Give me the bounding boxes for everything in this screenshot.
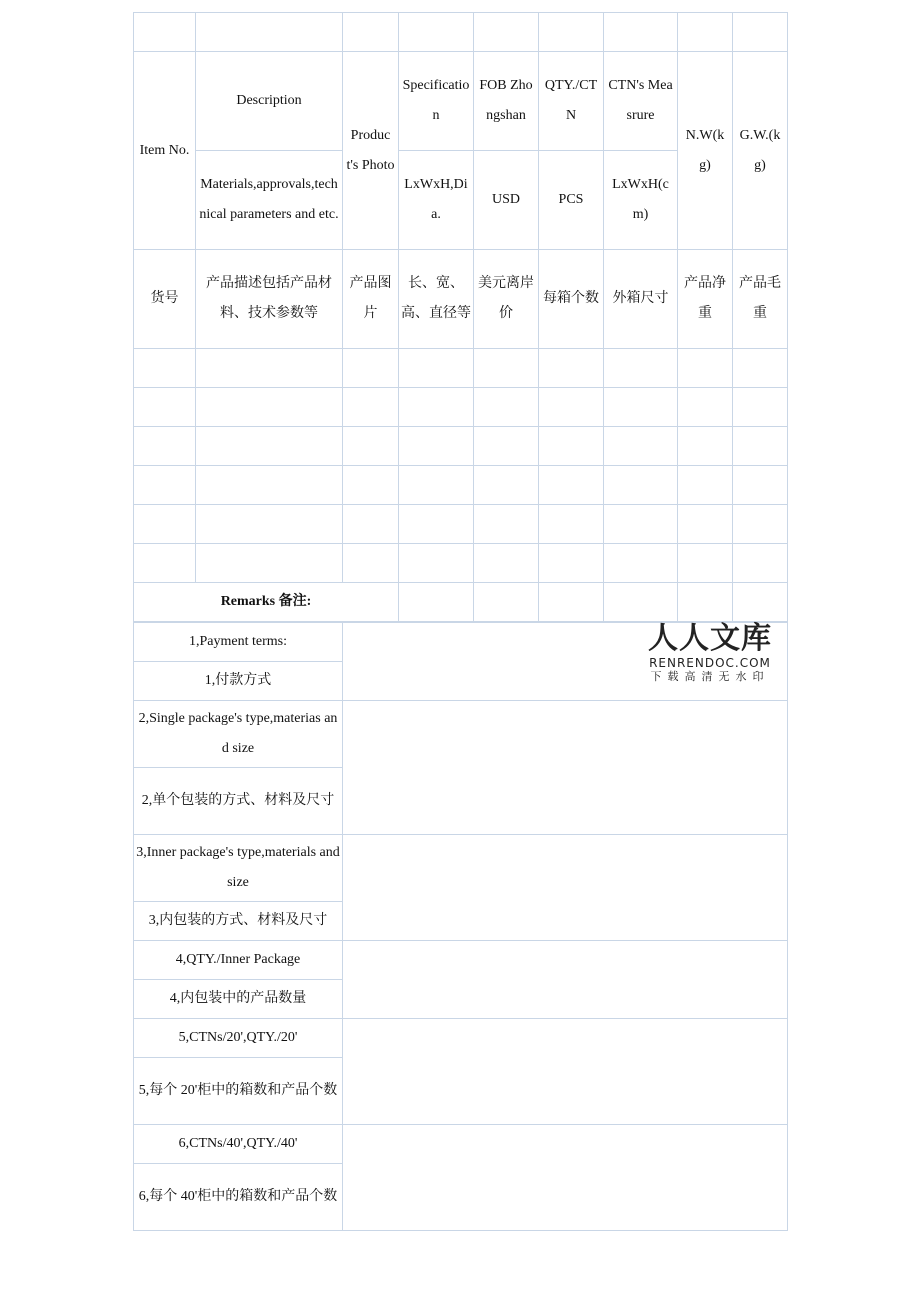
- empty-cell[interactable]: [678, 427, 733, 466]
- empty-cell[interactable]: [604, 349, 678, 388]
- empty-cell[interactable]: [604, 583, 678, 622]
- empty-cell[interactable]: [134, 544, 196, 583]
- table-row: [134, 544, 788, 583]
- header-specification-sub: LxWxH,Dia.: [399, 151, 474, 250]
- header-qty-ctn: QTY./CTN: [539, 52, 604, 151]
- remark-4-value[interactable]: [343, 941, 788, 1019]
- watermark-slogan: 下载高清无水印: [650, 670, 770, 683]
- empty-cell[interactable]: [196, 13, 343, 52]
- remarks-title-row: [134, 583, 788, 622]
- table-row: [134, 13, 788, 52]
- header-row: [134, 52, 788, 151]
- header-item-no: Item No.: [134, 52, 196, 250]
- empty-cell[interactable]: [134, 466, 196, 505]
- empty-cell[interactable]: [539, 388, 604, 427]
- empty-cell[interactable]: [343, 466, 399, 505]
- watermark-url: RENRENDOC.COM: [649, 656, 771, 670]
- cn-qty-ctn: 每箱个数: [539, 250, 604, 349]
- header-photo: Product's Photo: [343, 52, 399, 250]
- remark-1-zh: 1,付款方式: [134, 662, 343, 701]
- remarks-table: [133, 622, 788, 1231]
- remark-row: [134, 835, 788, 902]
- empty-cell[interactable]: [604, 544, 678, 583]
- empty-cell[interactable]: [399, 388, 474, 427]
- empty-cell[interactable]: [733, 13, 788, 52]
- remark-3-value[interactable]: [343, 835, 788, 941]
- remark-4-en: 4,QTY./Inner Package: [134, 941, 343, 980]
- empty-cell[interactable]: [539, 349, 604, 388]
- empty-cell[interactable]: [604, 427, 678, 466]
- header-description-sub: Materials,approvals,technical parameters and etc.: [196, 151, 343, 250]
- remark-6-en: 6,CTNs/40',QTY./40': [134, 1125, 343, 1164]
- empty-cell[interactable]: [196, 544, 343, 583]
- cn-ctn-measure: 外箱尺寸: [604, 250, 678, 349]
- empty-cell[interactable]: [343, 388, 399, 427]
- empty-cell[interactable]: [604, 388, 678, 427]
- empty-cell[interactable]: [474, 13, 539, 52]
- remark-5-value[interactable]: [343, 1019, 788, 1125]
- header-description: Description: [196, 52, 343, 151]
- empty-cell[interactable]: [604, 466, 678, 505]
- cn-specification: 长、宽、高、直径等: [399, 250, 474, 349]
- empty-cell[interactable]: [539, 505, 604, 544]
- table-row: [134, 466, 788, 505]
- empty-cell[interactable]: [474, 349, 539, 388]
- remark-2-zh: 2,单个包装的方式、材料及尺寸: [134, 768, 343, 835]
- empty-cell[interactable]: [604, 505, 678, 544]
- cn-fob: 美元离岸价: [474, 250, 539, 349]
- empty-cell[interactable]: [733, 388, 788, 427]
- remark-3-zh: 3,内包装的方式、材料及尺寸: [134, 902, 343, 941]
- empty-cell[interactable]: [733, 349, 788, 388]
- empty-cell[interactable]: [196, 466, 343, 505]
- empty-cell[interactable]: [678, 505, 733, 544]
- watermark-logo: [645, 622, 775, 684]
- header-ctn-measure-sub: LxWxH(cm): [604, 151, 678, 250]
- empty-cell[interactable]: [399, 505, 474, 544]
- empty-cell[interactable]: [539, 427, 604, 466]
- header-fob-sub: USD: [474, 151, 539, 250]
- empty-cell[interactable]: [539, 13, 604, 52]
- remark-5-zh: 5,每个 20'柜中的箱数和产品个数: [134, 1058, 343, 1125]
- header-specification: Specification: [399, 52, 474, 151]
- empty-cell[interactable]: [733, 583, 788, 622]
- remark-6-value[interactable]: [343, 1125, 788, 1231]
- remark-row: [134, 1019, 788, 1058]
- empty-cell[interactable]: [678, 13, 733, 52]
- empty-cell[interactable]: [134, 13, 196, 52]
- empty-cell[interactable]: [474, 466, 539, 505]
- empty-cell[interactable]: [539, 583, 604, 622]
- remarks-title: Remarks 备注:: [134, 583, 399, 622]
- table-row: [134, 427, 788, 466]
- remark-row: [134, 701, 788, 768]
- cn-item-no: 货号: [134, 250, 196, 349]
- empty-cell[interactable]: [399, 544, 474, 583]
- cn-nw: 产品净重: [678, 250, 733, 349]
- empty-cell[interactable]: [399, 427, 474, 466]
- empty-cell[interactable]: [196, 505, 343, 544]
- remark-3-en: 3,Inner package's type,materials and size: [134, 835, 343, 902]
- cn-photo: 产品图片: [343, 250, 399, 349]
- cn-description: 产品描述包括产品材料、技术参数等: [196, 250, 343, 349]
- empty-cell[interactable]: [539, 544, 604, 583]
- empty-cell[interactable]: [134, 349, 196, 388]
- remark-5-en: 5,CTNs/20',QTY./20': [134, 1019, 343, 1058]
- watermark-title: 人人文库: [648, 621, 772, 656]
- remark-1-en: 1,Payment terms:: [134, 623, 343, 662]
- empty-cell[interactable]: [678, 544, 733, 583]
- empty-cell[interactable]: [343, 349, 399, 388]
- empty-cell[interactable]: [196, 388, 343, 427]
- cn-gw: 产品毛重: [733, 250, 788, 349]
- empty-cell[interactable]: [399, 583, 474, 622]
- empty-cell[interactable]: [678, 583, 733, 622]
- empty-cell[interactable]: [343, 505, 399, 544]
- empty-cell[interactable]: [678, 388, 733, 427]
- empty-cell[interactable]: [134, 388, 196, 427]
- empty-cell[interactable]: [733, 505, 788, 544]
- header-qty-ctn-sub: PCS: [539, 151, 604, 250]
- remark-6-zh: 6,每个 40'柜中的箱数和产品个数: [134, 1164, 343, 1231]
- empty-cell[interactable]: [196, 427, 343, 466]
- empty-cell[interactable]: [474, 388, 539, 427]
- empty-cell[interactable]: [134, 505, 196, 544]
- empty-cell[interactable]: [474, 583, 539, 622]
- empty-cell[interactable]: [134, 427, 196, 466]
- empty-cell[interactable]: [474, 427, 539, 466]
- empty-cell[interactable]: [678, 349, 733, 388]
- empty-cell[interactable]: [474, 505, 539, 544]
- empty-cell[interactable]: [343, 544, 399, 583]
- table-row: [134, 349, 788, 388]
- empty-cell[interactable]: [196, 349, 343, 388]
- remark-4-zh: 4,内包装中的产品数量: [134, 980, 343, 1019]
- empty-cell[interactable]: [539, 466, 604, 505]
- empty-cell[interactable]: [474, 544, 539, 583]
- empty-cell[interactable]: [733, 466, 788, 505]
- empty-cell[interactable]: [399, 349, 474, 388]
- header-ctn-measure: CTN's Measrure: [604, 52, 678, 151]
- empty-cell[interactable]: [733, 544, 788, 583]
- empty-cell[interactable]: [733, 427, 788, 466]
- remark-2-en: 2,Single package's type,materias and size: [134, 701, 343, 768]
- empty-cell[interactable]: [399, 466, 474, 505]
- remark-2-value[interactable]: [343, 701, 788, 835]
- empty-cell[interactable]: [678, 466, 733, 505]
- empty-cell[interactable]: [399, 13, 474, 52]
- remark-row: [134, 941, 788, 980]
- table-row: [134, 388, 788, 427]
- header-fob: FOB Zhongshan: [474, 52, 539, 151]
- empty-cell[interactable]: [343, 427, 399, 466]
- table-row: [134, 505, 788, 544]
- empty-cell[interactable]: [604, 13, 678, 52]
- empty-cell[interactable]: [343, 13, 399, 52]
- product-table: [133, 12, 788, 622]
- header-nw: N.W(kg): [678, 52, 733, 250]
- remark-row: [134, 1125, 788, 1164]
- chinese-header-row: [134, 250, 788, 349]
- header-gw: G.W.(kg): [733, 52, 788, 250]
